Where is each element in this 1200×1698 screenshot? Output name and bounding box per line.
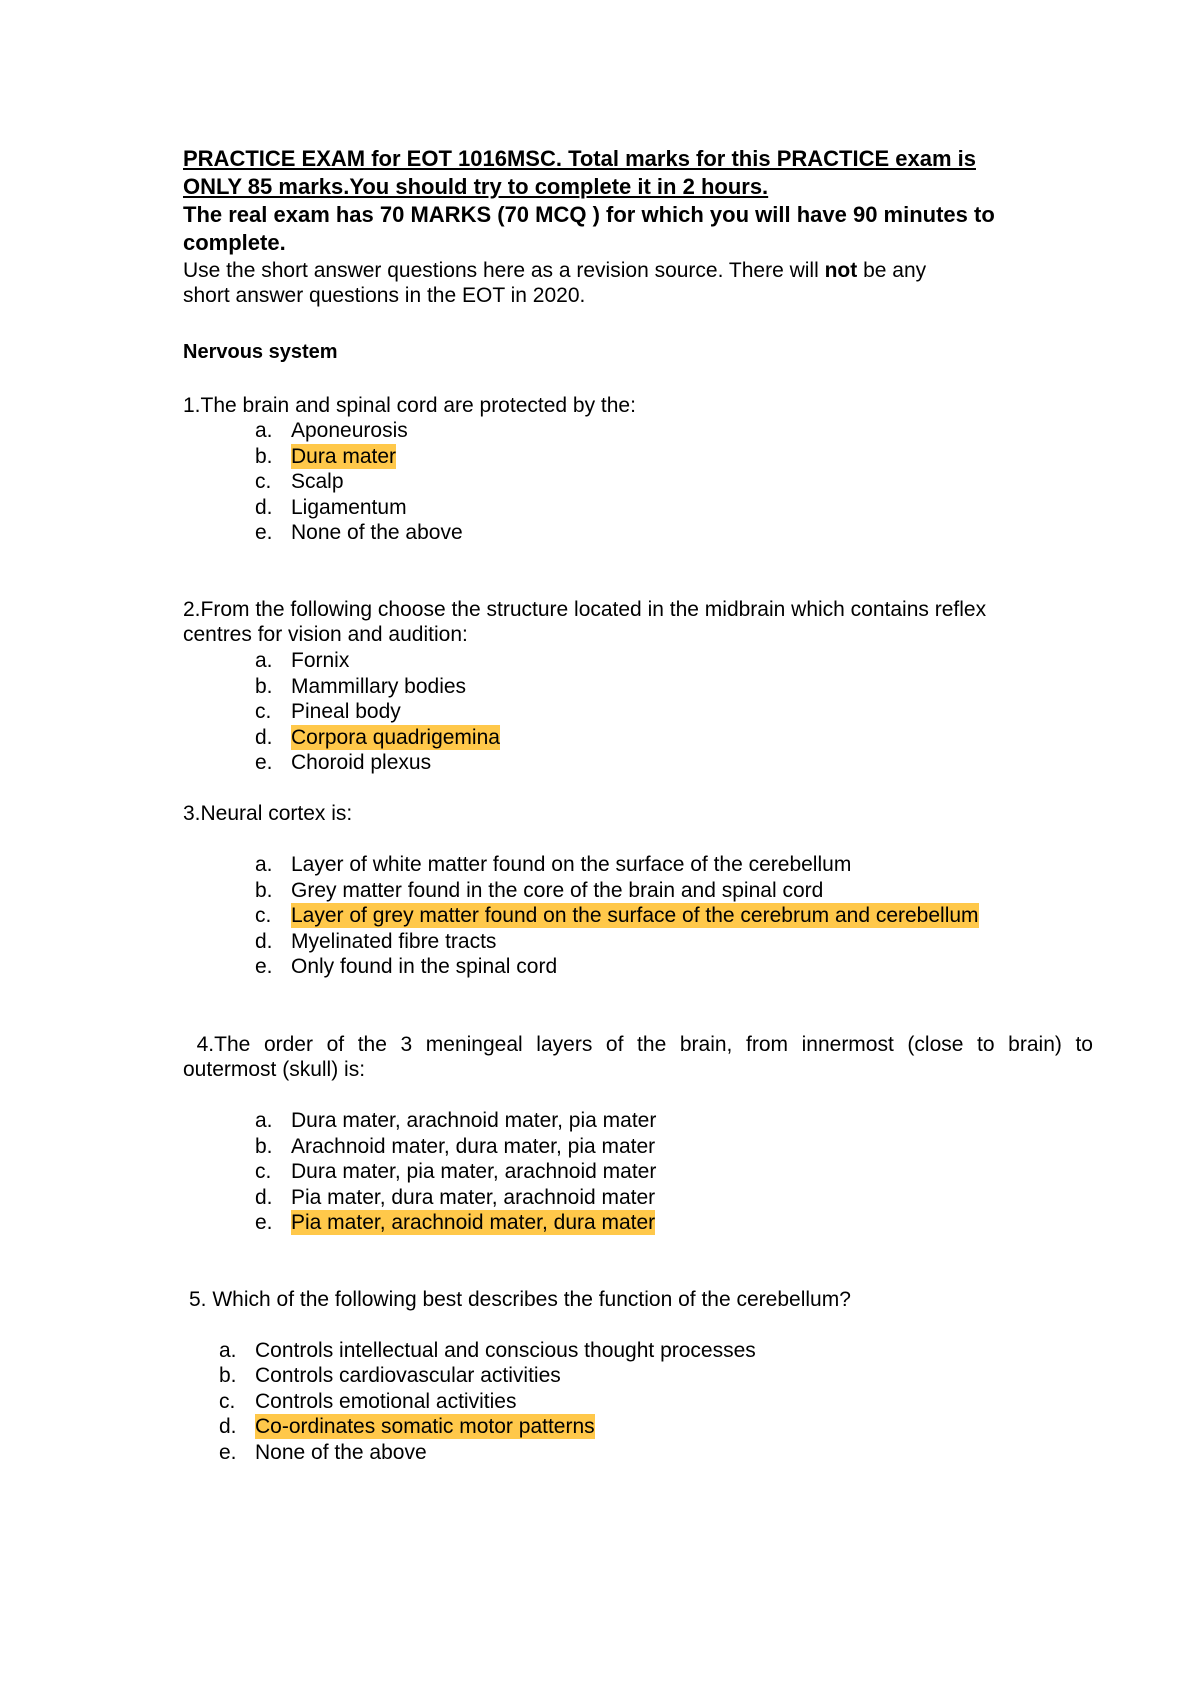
intro-line-2: short answer questions in the EOT in 2020. bbox=[183, 284, 586, 307]
header-line-4: complete. bbox=[183, 230, 286, 255]
highlighted-answer: Layer of grey matter found on the surface of the cerebrum and cerebellum bbox=[291, 904, 979, 927]
question-5-stem: 5. Which of the following best describes the function of the cerebellum? bbox=[189, 1288, 851, 1311]
section-heading: Nervous system bbox=[183, 341, 338, 363]
highlighted-answer: Dura mater bbox=[291, 445, 397, 468]
highlighted-answer: Co-ordinates somatic motor patterns bbox=[255, 1415, 595, 1438]
header-line-3: The real exam has 70 MARKS (70 MCQ ) for which you will have 90 minutes to bbox=[183, 202, 995, 227]
exam-header bbox=[183, 145, 1088, 257]
document-page: PRACTICE EXAM for EOT 1016MSC. Total marks for this PRACTICE exam is ONLY 85 marks.You should try to complete it in 2 hours. The real exam has 70 MARKS (70 MCQ ) for which you will have 90 minutes to complete. Use the short answer questions here as a revision source. There will not be any short answer questions in the EOT in 2020. Nervous system 1.The brain and spinal cord are protected by the: a. Aponeurosis b. Dura mater c. Scalp d. Ligamentum e. None of the above 2.From the following choose the structure located in the midbrain which contains reflex centres for vision and audition: a. Fornix b. Mammillary bodies c. Pineal body d. Corpora quadrigemina e. Choroid plexus 3.Neural cortex is: a. Layer of white matter found on the surface of the cerebellum b. Grey matter found in the core of the brain and spinal cord c. Layer of grey matter found on the surface of the cerebrum and cerebellum d. Myelinated fibre tracts e. Only found in the spinal cord 4.The order of the 3 meningeal layers of the brain, from innermost (close to brain) to outermost (skull) is: a. Dura mater, arachnoid mater, pia mater b. Arachnoid mater, dura mater, pia mater c. Dura mater, pia mater, arachnoid mater d. Pia mater, dura mater, arachnoid mater e. Pia mater, arachnoid mater, dura mater 5. Which of the following best describes the function of the cerebellum? a. Controls intellectual and conscious thought processes b. Controls cardiovascular activities c. Controls emotional activities d. Co-ordinates somatic motor patterns e. None of the above bbox=[183, 146, 1093, 1464]
question-2-stem-line-1: 2.From the following choose the structure located in the midbrain which contains reflex bbox=[183, 598, 987, 621]
question-3-stem: 3.Neural cortex is: bbox=[183, 802, 353, 825]
question-4-stem-line-2: outermost (skull) is: bbox=[183, 1058, 366, 1081]
intro-paragraph bbox=[183, 258, 1088, 308]
question-4-stem-line-1: 4.The order of the 3 meningeal layers of the brain, from innermost (close to brain) to bbox=[196, 1033, 1093, 1056]
header-line-1: PRACTICE EXAM for EOT 1016MSC. Total marks for this PRACTICE exam is bbox=[183, 146, 976, 171]
highlighted-answer: Pia mater, arachnoid mater, dura mater bbox=[291, 1211, 656, 1234]
header-line-2: ONLY 85 marks.You should try to complete it in 2 hours. bbox=[183, 174, 769, 199]
highlighted-answer: Corpora quadrigemina bbox=[291, 726, 500, 749]
question-2-stem-line-2: centres for vision and audition: bbox=[183, 623, 468, 646]
question-1-stem: 1.The brain and spinal cord are protected by the: bbox=[183, 394, 636, 417]
intro-line-1: Use the short answer questions here as a revision source. There will not be any bbox=[183, 259, 927, 282]
question-4-stem bbox=[183, 1032, 1093, 1082]
